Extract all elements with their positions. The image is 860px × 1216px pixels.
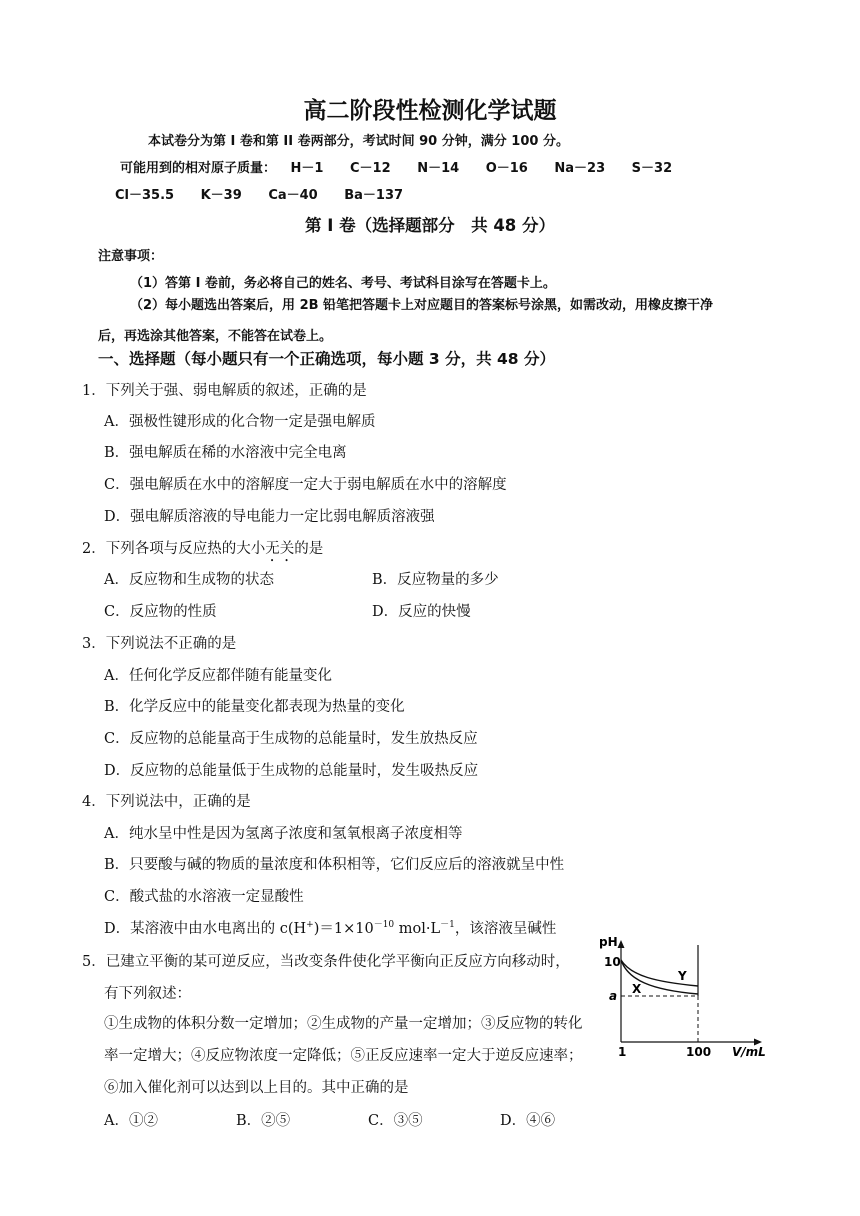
notice-title: 注意事项：: [98, 249, 164, 264]
notice-item-2: （2）每小题选出答案后，用 2B 铅笔把答题卡上对应题目的答案标号涂黑，如需改动，用橡皮擦干净后，再选涂其他答案，不能答在试卷上。: [98, 298, 714, 344]
q3-option-a: A．任何化学反应都伴随有能量变化: [104, 668, 332, 684]
q4-d-mid: )＝1×10: [313, 921, 374, 937]
atomic-mass-label: 可能用到的相对原子质量：: [120, 161, 277, 176]
atomic-mass-item: Cl－35.5: [115, 188, 175, 203]
q4-d-post: ，该溶液呈碱性: [454, 921, 557, 937]
curve-y-label: Y: [678, 969, 687, 983]
q4-d-unit-exponent: －1: [440, 920, 455, 931]
atomic-mass-item: Ba－137: [344, 188, 404, 203]
q4-option-b: B．只要酸与碱的物质的量浓度和体积相等，它们反应后的溶液就呈中性: [104, 857, 565, 873]
q4-d-exponent: －10: [373, 920, 395, 931]
q2-stem-post: 的是: [294, 541, 324, 557]
section-heading: 一、选择题（每小题只有一个正确选项，每小题 3 分，共 48 分）: [98, 350, 555, 368]
q4-d-sup-plus: +: [306, 920, 314, 931]
q5-statements: ①生成物的体积分数一定增加；②生成物的产量一定增加；③反应物的转化率一定增大；④反应物浓度一定降低；⑤正反应速率一定大于逆反应速率；⑥加入催化剂可以达到以上目的。其中正确的是: [104, 1016, 583, 1096]
y-tick-a: a: [609, 989, 618, 1003]
atomic-mass-item: N－14: [417, 161, 460, 176]
atomic-mass-item: S－32: [631, 161, 673, 176]
atomic-mass-item: Na－23: [554, 161, 606, 176]
atomic-mass-item: C－12: [350, 161, 391, 176]
q2-stem-pre: 2．下列各项与反应热的大小: [82, 541, 266, 557]
x-tick-1: 1: [618, 1045, 627, 1059]
q1-option-a: A．强极性键形成的化合物一定是强电解质: [104, 414, 376, 430]
q2-option-d: D．反应的快慢: [372, 604, 471, 620]
q4-option-a: A．纯水呈中性是因为氢离子浓度和氢氧根离子浓度相等: [104, 826, 463, 842]
x-axis-label: V/mL: [732, 1045, 766, 1059]
q4-d-pre: D．某溶液中由水电离出的 c(H: [104, 921, 307, 937]
q5-option-c: C．③⑤: [368, 1113, 423, 1129]
q2-option-b: B．反应物量的多少: [372, 572, 499, 588]
q2-option-c: C．反应物的性质: [104, 604, 217, 620]
q5-option-d: D．④⑥: [500, 1113, 556, 1129]
q2-stem: [82, 537, 323, 565]
notice-item-1: （1）答第 I 卷前，务必将自己的姓名、考号、考试科目涂写在答题卡上。: [130, 276, 556, 291]
q3-option-d: D．反应物的总能量低于生成物的总能量时，发生吸热反应: [104, 763, 479, 779]
y-axis-label: pH: [599, 935, 618, 949]
atomic-mass-row-2: [115, 184, 425, 203]
q3-stem: 3．下列说法不正确的是: [82, 636, 237, 652]
y-tick-10: 10: [604, 955, 621, 969]
q1-stem: 1．下列关于强、弱电解质的叙述，正确的是: [82, 383, 367, 399]
atomic-mass-item: H－1: [290, 161, 324, 176]
q3-option-c: C．反应物的总能量高于生成物的总能量时，发生放热反应: [104, 731, 478, 747]
atomic-mass-item: O－16: [485, 161, 528, 176]
q4-option-d: [104, 917, 556, 938]
q2-option-a: A．反应物和生成物的状态: [104, 572, 274, 588]
q5-option-b: B．②⑤: [236, 1113, 291, 1129]
atomic-mass-item: Ca－40: [268, 188, 318, 203]
atomic-mass-row-1: [120, 157, 694, 176]
q5-option-a: A．①②: [104, 1113, 158, 1129]
q5-stem-line1: 5．已建立平衡的某可逆反应，当改变条件使化学平衡向正反应方向移动时，: [82, 954, 570, 970]
q1-option-d: D．强电解质溶液的导电能力一定比弱电解质溶液强: [104, 509, 435, 525]
q5-stem-line2: 有下列叙述：: [104, 986, 191, 1002]
x-tick-100: 100: [686, 1045, 712, 1059]
ph-dilution-figure: [596, 930, 776, 1060]
q2-stem-emphasis: 无关: [265, 541, 295, 557]
q1-option-c: C．强电解质在水中的溶解度一定大于弱电解质在水中的溶解度: [104, 477, 507, 493]
exam-intro: 本试卷分为第 I 卷和第 II 卷两部分，考试时间 90 分钟，满分 100 分。: [148, 134, 569, 149]
page-title: 高二阶段性检测化学试题: [303, 98, 557, 124]
q4-stem: 4．下列说法中，正确的是: [82, 794, 251, 810]
q3-option-b: B．化学反应中的能量变化都表现为热量的变化: [104, 699, 405, 715]
q4-d-unit: mol·L: [394, 921, 441, 937]
part1-title: 第 I 卷（选择题部分 共 48 分）: [304, 216, 556, 235]
curve-x-label: X: [632, 982, 642, 996]
q4-option-c: C．酸式盐的水溶液一定显酸性: [104, 889, 304, 905]
atomic-mass-item: K－39: [200, 188, 242, 203]
y-axis-arrow-icon: [618, 940, 625, 948]
q1-option-b: B．强电解质在稀的水溶液中完全电离: [104, 445, 347, 461]
